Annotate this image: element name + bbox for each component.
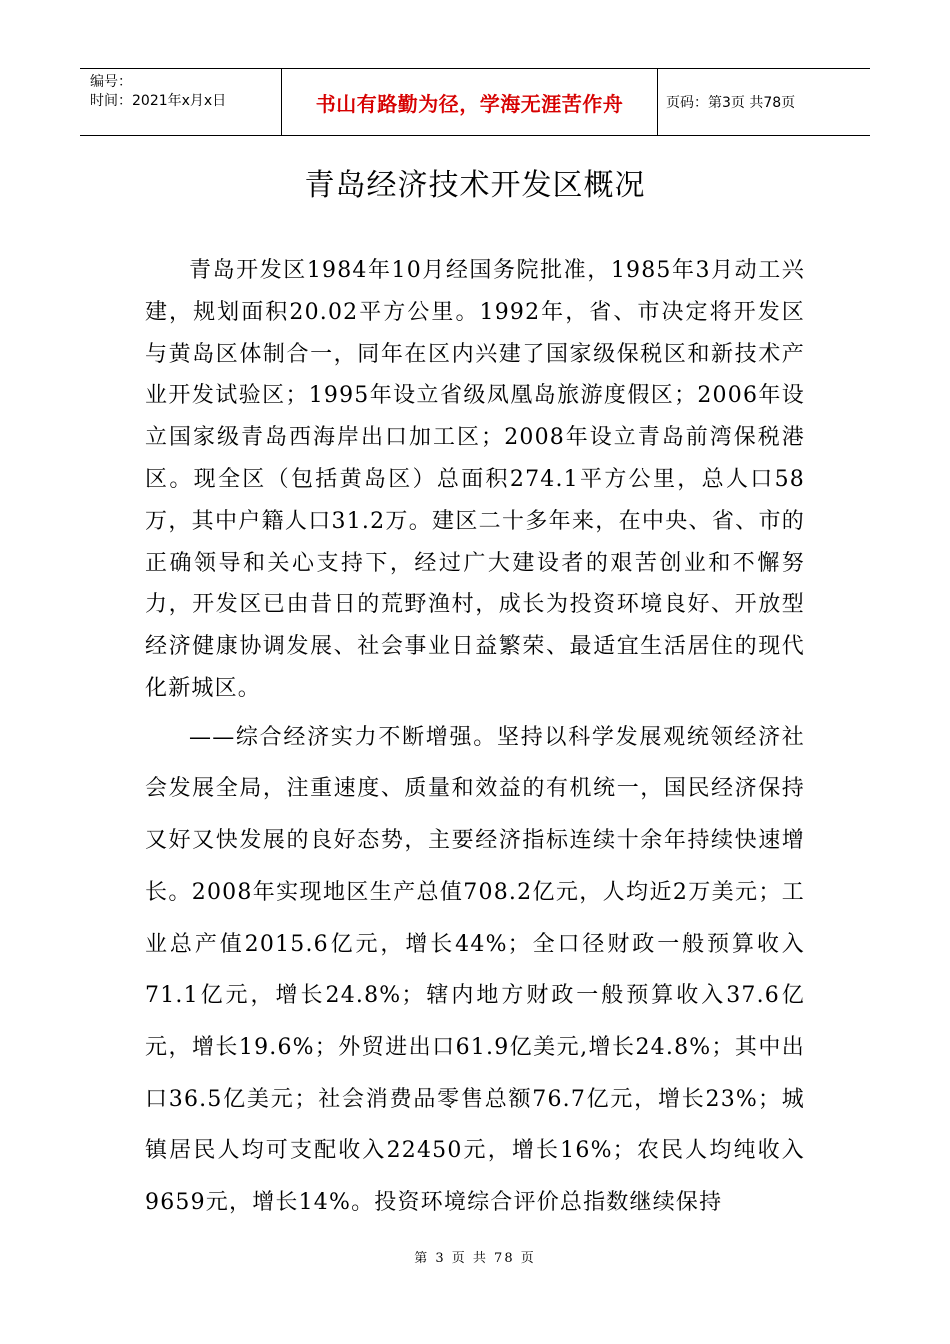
code-label: 编号： — [90, 74, 132, 90]
page-footer: 第 3 页 共 78 页 — [414, 1251, 536, 1266]
document-body — [145, 250, 805, 1229]
paragraph-intro: 青岛开发区1984年10月经国务院批准，1985年3月动工兴建，规划面积20.02平方公里。1992年，省、市决定将开发区与黄岛区体制合一，同年在区内兴建了国家级保税区和新技术产业开发试验区；1995年设立省级凤凰岛旅游度假区；2006年设立国家级青岛西海岸出口加工区；2008年设立青岛前湾保税港区。现全区（包括黄岛区）总面积274.1平方公里，总人口58万，其中户籍人口31.2万。建区二十多年来，在中央、省、市的正确领导和关心支持下，经过广大建设者的艰苦创业和不懈努力，开发区已由昔日的荒野渔村，成长为投资环境良好、开放型经济健康协调发展、社会事业日益繁荣、最适宜生活居住的现代化新城区。 — [145, 258, 805, 701]
paragraph-economy: ——综合经济实力不断增强。坚持以科学发展观统领经济社会发展全局，注重速度、质量和效益的有机统一，国民经济保持又好又快发展的良好态势，主要经济指标连续十余年持续快速增长。2008年实现地区生产总值708.2亿元，人均近2万美元；工业总产值2015.6亿元，增长44%；全口径财政一般预算收入71.1亿元，增长24.8%；辖内地方财政一般预算收入37.6亿元，增长19.6%；外贸进出口61.9亿美元,增长24.8%；其中出口36.5亿美元；社会消费品零售总额76.7亿元，增长23%；城镇居民人均可支配收入22450元，增长16%；农民人均纯收入9659元，增长14%。投资环境综合评价总指数继续保持 — [145, 724, 805, 1215]
document-title: 青岛经济技术开发区概况 — [304, 168, 646, 203]
header-meta — [80, 69, 282, 135]
header-motto: 书山有路勤为径，学海无涯苦作舟 — [282, 69, 658, 135]
header-page-info: 页码：第3页 共78页 — [666, 95, 796, 111]
time-label: 时间：2021年x月x日 — [90, 93, 227, 109]
document-header — [80, 68, 870, 136]
